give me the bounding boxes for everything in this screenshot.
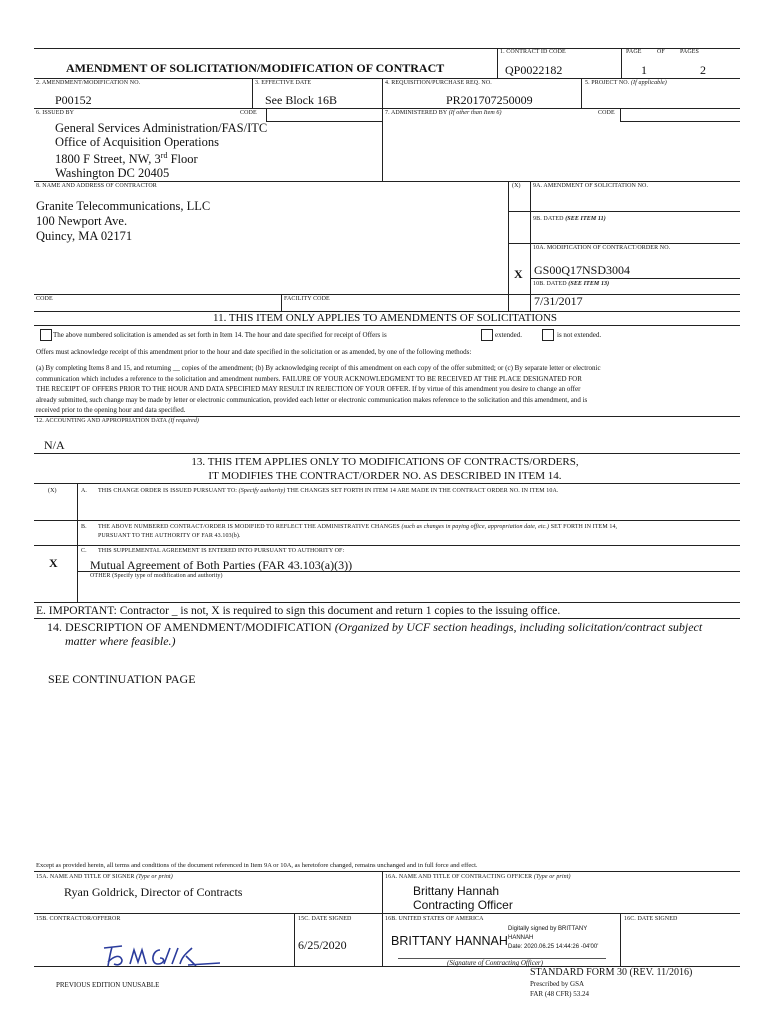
item13-b-text: THE ABOVE NUMBERED CONTRACT/ORDER IS MODIFIED TO REFLECT THE ADMINISTRATIVE CHANGES (such as changes in paying office, appropriation date, etc.) SET FORTH IN ITEM 14, bbox=[98, 524, 618, 530]
accounting-data-value: N/A bbox=[44, 438, 65, 452]
block9b-label: 9B. DATED (SEE ITEM 11) bbox=[533, 216, 606, 222]
extended-label: extended. bbox=[495, 331, 523, 339]
block6-label: 6. ISSUED BY bbox=[36, 110, 75, 116]
extended-checkbox[interactable] bbox=[481, 329, 493, 341]
prescribed-label: Prescribed by GSA bbox=[530, 980, 585, 988]
contractor-signature bbox=[100, 942, 230, 968]
item13-c-x-mark: X bbox=[49, 556, 58, 570]
digital-signature-details: Digitally signed by BRITTANY HANNAH Date: 2020.06.25 14:44:26 -04'00' bbox=[508, 926, 599, 950]
item13-x-label: (X) bbox=[48, 488, 57, 494]
of-label: OF bbox=[657, 49, 665, 55]
contract-id-value: QP0022182 bbox=[505, 63, 563, 77]
contract-order-value: GS00Q17NSD3004 bbox=[534, 263, 631, 277]
contractor-date-value: 6/25/2020 bbox=[298, 938, 347, 952]
pages-value: 2 bbox=[700, 63, 706, 77]
far-label: FAR (48 CFR) 53.24 bbox=[530, 990, 589, 998]
solicitation-amended-checkbox[interactable] bbox=[40, 329, 52, 341]
block4-label: 4. REQUISITION/PURCHASE REQ. NO. bbox=[385, 80, 492, 86]
supplemental-authority-value: Mutual Agreement of Both Parties (FAR 43.103(a)(3)) bbox=[90, 558, 353, 572]
block3-label: 3. EFFECTIVE DATE bbox=[255, 80, 312, 86]
block2-label: 2. AMENDMENT/MODIFICATION NO. bbox=[36, 80, 141, 86]
block7-label: 7. ADMINISTERED BY (If other than Item 6) bbox=[385, 110, 502, 116]
block15c-label: 15C. DATE SIGNED bbox=[298, 916, 352, 922]
item13-c-letter: C. bbox=[81, 548, 87, 554]
item14-label: 14. DESCRIPTION OF AMENDMENT/MODIFICATION (Organized by UCF section headings, including solicitation/contract subject matter where feasible.) bbox=[47, 620, 703, 648]
block8-code-label: CODE bbox=[36, 296, 53, 302]
except-text: Except as provided herein, all terms and conditions of the document referenced in Item 9A or 10A, as heretofore changed, remains unchanged and in full force and effect. bbox=[36, 862, 478, 869]
item13-c-text: THIS SUPPLEMENTAL AGREEMENT IS ENTERED INTO PURSUANT TO AUTHORITY OF: bbox=[98, 548, 345, 554]
requisition-value: PR201707250009 bbox=[446, 93, 533, 107]
block9a-label: 9A. AMENDMENT OF SOLICITATION NO. bbox=[533, 183, 649, 189]
item12-label: 12. ACCOUNTING AND APPROPRIATION DATA (If required) bbox=[36, 418, 200, 424]
digital-signer-name: BRITTANY HANNAH bbox=[391, 934, 508, 948]
facility-code-label: FACILITY CODE bbox=[284, 296, 330, 302]
not-extended-label: is not extended. bbox=[557, 331, 602, 339]
contracting-officer-value: Brittany Hannah Contracting Officer bbox=[413, 884, 513, 912]
block10a-label: 10A. MODIFICATION OF CONTRACT/ORDER NO. bbox=[533, 245, 671, 251]
item13-a-text: THIS CHANGE ORDER IS ISSUED PURSUANT TO: (Specify authority) THE CHANGES SET FORTH IN ITEM 14 ARE MADE IN THE CONTRACT ORDER NO. IN ITEM 10A. bbox=[98, 488, 559, 494]
block5-label: 5. PROJECT NO. (If applicable) bbox=[585, 80, 667, 86]
important-line: E. IMPORTANT: Contractor _ is not, X is required to sign this document and return 1 copies to the issuing office. bbox=[36, 605, 561, 617]
block7-code-label: CODE bbox=[598, 110, 615, 116]
item13-b-letter: B. bbox=[81, 524, 87, 530]
block16b-label: 16B. UNITED STATES OF AMERICA bbox=[385, 916, 484, 922]
item11-line1: The above numbered solicitation is amended as set forth in Item 14. The hour and date specified for receipt of Offers is bbox=[53, 331, 387, 339]
not-extended-checkbox[interactable] bbox=[542, 329, 554, 341]
signer-name-value: Ryan Goldrick, Director of Contracts bbox=[64, 885, 243, 899]
block15a-label: 15A. NAME AND TITLE OF SIGNER (Type or print) bbox=[36, 874, 173, 880]
block10b-label: 10B. DATED (SEE ITEM 13) bbox=[533, 281, 610, 287]
signature-caption: (Signature of Contracting Officer) bbox=[447, 959, 543, 967]
item11-line2: Offers must acknowledge receipt of this amendment prior to the hour and date specified in the solicitation or as amended, by one of the following methods: bbox=[36, 348, 472, 356]
block8-label: 8. NAME AND ADDRESS OF CONTRACTOR bbox=[36, 183, 157, 189]
page-label: PAGE bbox=[626, 49, 642, 55]
effective-date-value: See Block 16B bbox=[265, 93, 337, 107]
block10-x-mark: X bbox=[514, 267, 523, 281]
item11-paragraph: (a) By completing Items 8 and 15, and returning __ copies of the amendment; (b) By acknowledging receipt of this amendment on each copy of the offer submitted; or (c) By separate letter or electronic communication which includes a reference to the solicitation and amendment numbers. FAILURE OF YOUR ACKNOWLEDGMENT TO BE RECEIVED AT THE PLACE DESIGNATED FOR THE RECEIPT OF OFFERS PRIOR TO THE HOUR AND DATA SPECIFIED MAY RESULT IN REJECTION OF YOUR OFFER. If by virtue of this amendment you desire to change an offer already submitted, such change may be made by letter or electronic communication, provided each letter or electronic communication makes reference to the solicitation and this amendment, and is received prior to the opening hour and data specified. bbox=[36, 364, 601, 414]
block16c-label: 16C. DATE SIGNED bbox=[624, 916, 678, 922]
item13-d-text: OTHER (Specify type of modification and authority) bbox=[90, 573, 223, 579]
item14-body: SEE CONTINUATION PAGE bbox=[48, 672, 196, 686]
item13-heading: 13. THIS ITEM APPLIES ONLY TO MODIFICATIONS OF CONTRACTS/ORDERS, IT MODIFIES THE CONTRACT/ORDER NO. AS DESCRIBED IN ITEM 14. bbox=[191, 456, 579, 482]
pages-label: PAGES bbox=[680, 49, 699, 55]
page-value: 1 bbox=[641, 63, 647, 77]
contractor-address: Granite Telecommunications, LLC 100 Newport Ave. Quincy, MA 02171 bbox=[36, 199, 211, 243]
previous-edition-label: PREVIOUS EDITION UNUSABLE bbox=[56, 981, 160, 989]
form-title: AMENDMENT OF SOLICITATION/MODIFICATION OF CONTRACT bbox=[66, 61, 445, 75]
item13-b-text3: PURSUANT TO THE AUTHORITY OF FAR 43.103(b). bbox=[98, 533, 241, 539]
standard-form-label: STANDARD FORM 30 (REV. 11/2016) bbox=[530, 967, 693, 978]
block16a-label: 16A. NAME AND TITLE OF CONTRACTING OFFICER (Type or print) bbox=[385, 874, 571, 880]
item11-heading: 11. THIS ITEM ONLY APPLIES TO AMENDMENTS OF SOLICITATIONS bbox=[212, 312, 558, 324]
block15b-label: 15B. CONTRACTOR/OFFEROR bbox=[36, 916, 121, 922]
contract-id-label: 1. CONTRACT ID CODE bbox=[500, 49, 566, 55]
contract-dated-value: 7/31/2017 bbox=[534, 294, 583, 308]
mod-number-value: P00152 bbox=[55, 93, 92, 107]
item13-a-letter: A. bbox=[81, 488, 88, 494]
block9-x-label: (X) bbox=[512, 183, 521, 189]
block6-code-label: CODE bbox=[240, 110, 257, 116]
issued-by-address: General Services Administration/FAS/ITC Office of Acquisition Operations 1800 F Street, NW, 3rd Floor Washington DC 20405 bbox=[55, 121, 268, 181]
